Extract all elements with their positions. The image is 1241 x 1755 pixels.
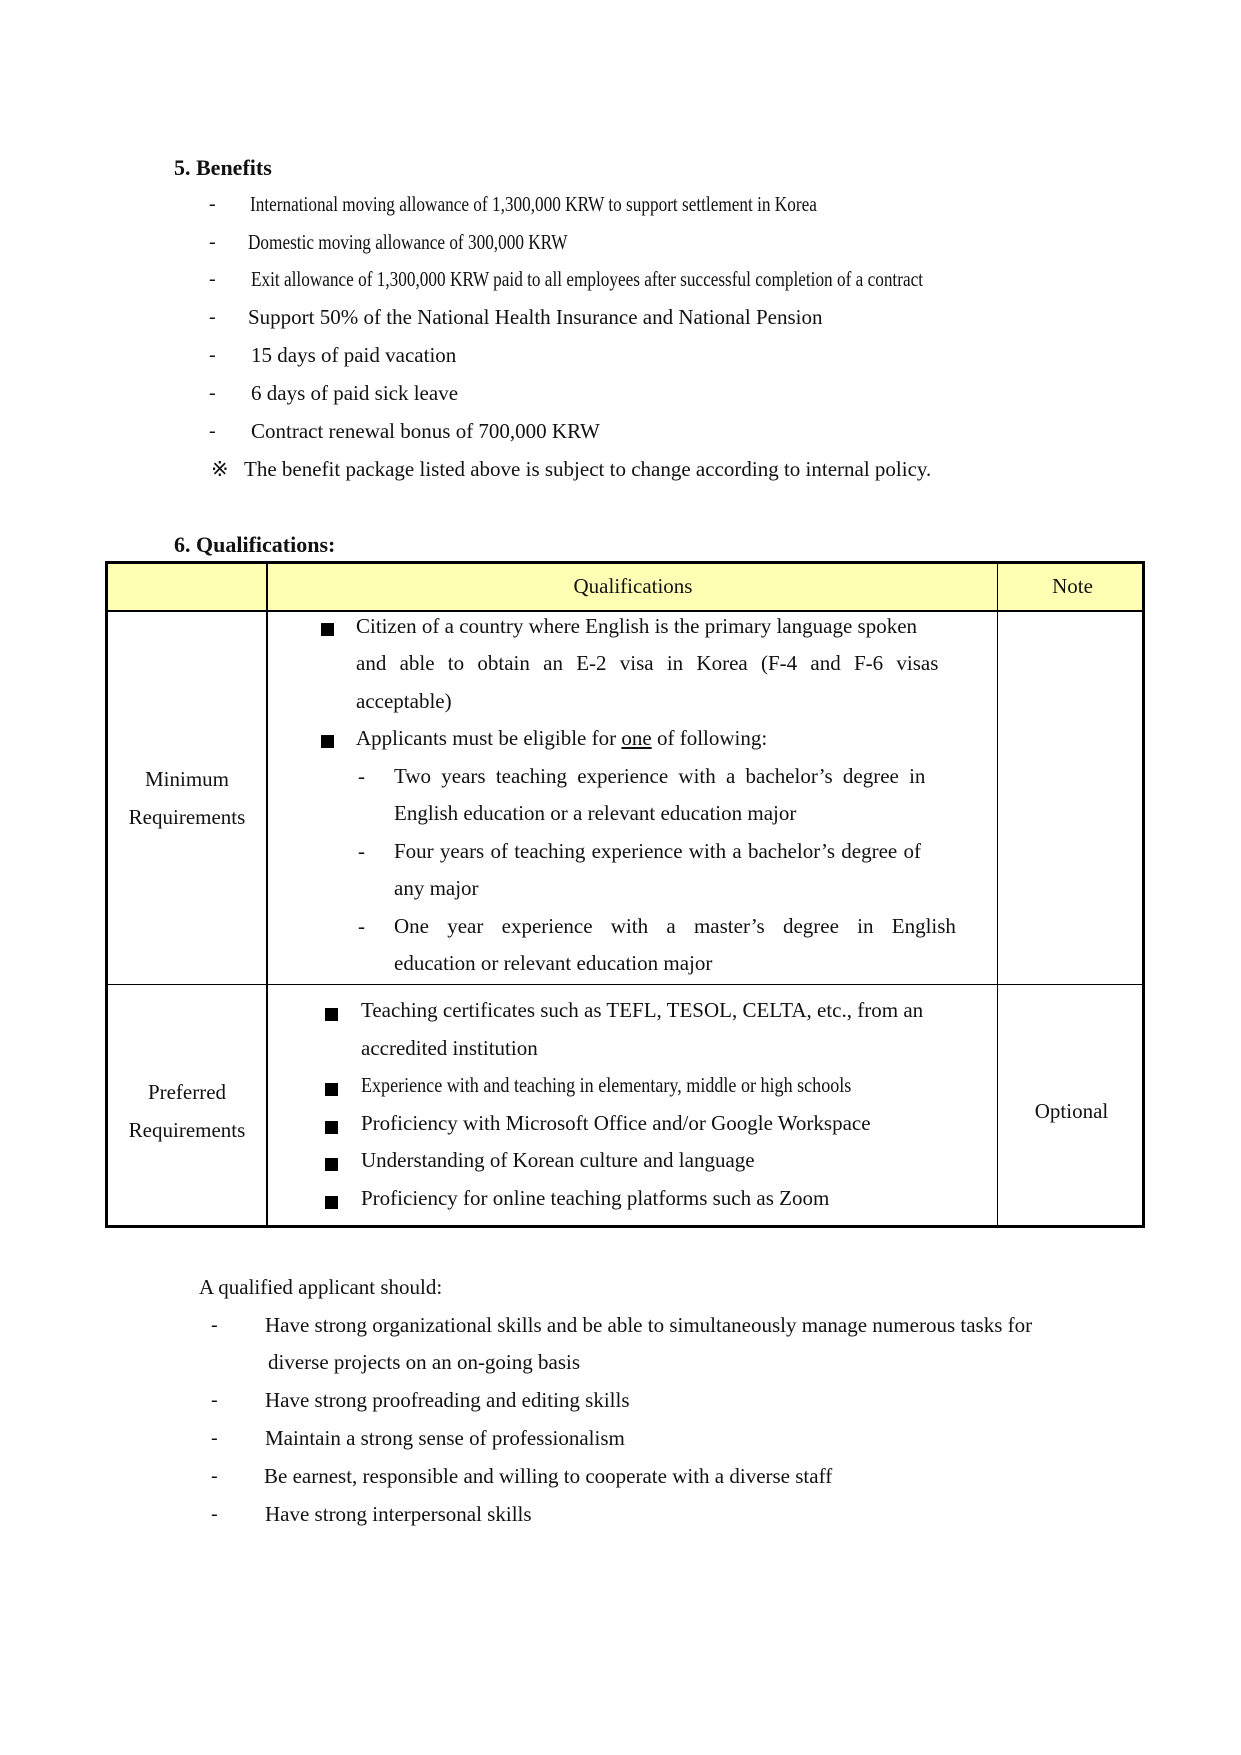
qualification-text: Proficiency with Microsoft Office and/or Google Workspace xyxy=(361,1111,871,1135)
benefit-text: Domestic moving allowance of 300,000 KRW xyxy=(248,230,568,254)
column-divider xyxy=(266,564,268,1225)
applicant-text: Have strong proofreading and editing skills xyxy=(265,1388,630,1412)
column-header-note: Note xyxy=(1052,574,1093,598)
benefit-text: Exit allowance of 1,300,000 KRW paid to all employees after successful completion of a contract xyxy=(251,267,924,291)
square-bullet-icon xyxy=(325,1008,338,1021)
qualification-text xyxy=(356,651,978,676)
benefit-text: 15 days of paid vacation xyxy=(251,343,457,367)
qualifications-table xyxy=(105,561,1145,1228)
dash-bullet: - xyxy=(358,764,365,788)
qualification-text: Two years teaching experience with a bachelor’s degree in xyxy=(394,764,926,788)
qualification-text xyxy=(356,726,767,751)
dash-bullet: - xyxy=(209,268,216,290)
qualifications-heading: 6. Qualifications: xyxy=(174,532,336,557)
table-header-row xyxy=(108,564,1142,612)
qualification-text-part: Applicants must be eligible for xyxy=(356,726,622,750)
underlined-word: one xyxy=(621,726,652,750)
square-bullet-icon xyxy=(321,623,334,636)
dash-bullet: - xyxy=(209,420,216,442)
applicant-text: Have strong interpersonal skills xyxy=(265,1502,532,1526)
qualification-text: Experience with and teaching in elementary, middle or high schools xyxy=(361,1073,852,1097)
dash-bullet: - xyxy=(209,193,216,215)
dash-bullet: - xyxy=(209,382,216,404)
applicant-text: diverse projects on an on-going basis xyxy=(268,1350,581,1374)
row-label-line: Preferred xyxy=(147,1080,227,1104)
note-optional: Optional xyxy=(1034,1099,1109,1123)
row-label-line: Requirements xyxy=(128,805,246,829)
row-label-line: Minimum xyxy=(144,767,229,791)
dash-bullet: - xyxy=(211,1503,218,1525)
row-label-line: Requirements xyxy=(128,1118,246,1142)
benefit-text: Support 50% of the National Health Insurance and National Pension xyxy=(248,305,823,329)
qualification-text: Four years of teaching experience with a bachelor’s degree of xyxy=(394,839,921,863)
qualification-text: any major xyxy=(394,876,479,900)
benefit-text: Contract renewal bonus of 700,000 KRW xyxy=(251,419,600,443)
reference-mark-icon: ※ xyxy=(211,457,229,481)
benefit-text: 6 days of paid sick leave xyxy=(251,381,459,405)
column-divider xyxy=(997,564,998,1225)
dash-bullet: - xyxy=(211,1389,218,1411)
qualification-text: acceptable) xyxy=(356,689,452,713)
benefits-heading: 5. Benefits xyxy=(174,155,272,180)
square-bullet-icon xyxy=(321,735,334,748)
dash-bullet: - xyxy=(358,914,365,938)
benefits-note-text: The benefit package listed above is subject to change according to internal policy. xyxy=(244,457,932,481)
qualification-text: Understanding of Korean culture and language xyxy=(361,1148,755,1172)
dash-bullet: - xyxy=(209,231,216,253)
dash-bullet: - xyxy=(211,1427,218,1449)
applicant-text: Maintain a strong sense of professionalism xyxy=(265,1426,625,1450)
square-bullet-icon xyxy=(325,1083,338,1096)
dash-bullet: - xyxy=(358,839,365,863)
applicant-text: Have strong organizational skills and be able to simultaneously manage numerous tasks for xyxy=(265,1313,1033,1337)
qualification-text-part: of following: xyxy=(651,726,768,750)
column-header-qualifications: Qualifications xyxy=(573,574,693,598)
qualification-text: accredited institution xyxy=(361,1036,538,1060)
qualification-text: education or relevant education major xyxy=(394,951,713,975)
dash-bullet: - xyxy=(209,306,216,328)
benefit-text: International moving allowance of 1,300,000 KRW to support settlement in Korea xyxy=(250,192,817,216)
qualification-text: Citizen of a country where English is the primary language spoken xyxy=(356,614,918,638)
qualification-text: English education or a relevant education major xyxy=(394,801,797,825)
applicant-intro: A qualified applicant should: xyxy=(199,1275,443,1299)
square-bullet-icon xyxy=(325,1121,338,1134)
qualification-text-line: and able to obtain an E-2 visa in Korea (F-4 and F-6 visas xyxy=(356,651,939,675)
dash-bullet: - xyxy=(209,344,216,366)
dash-bullet: - xyxy=(211,1465,218,1487)
row-divider xyxy=(108,984,1142,985)
qualification-text: Teaching certificates such as TEFL, TESOL, CELTA, etc., from an xyxy=(361,998,924,1022)
qualification-text: One year experience with a master’s degree in English xyxy=(394,914,956,938)
square-bullet-icon xyxy=(325,1196,338,1209)
dash-bullet: - xyxy=(211,1314,218,1336)
applicant-text: Be earnest, responsible and willing to cooperate with a diverse staff xyxy=(264,1464,833,1488)
qualification-text: Proficiency for online teaching platforms such as Zoom xyxy=(361,1186,830,1210)
square-bullet-icon xyxy=(325,1158,338,1171)
